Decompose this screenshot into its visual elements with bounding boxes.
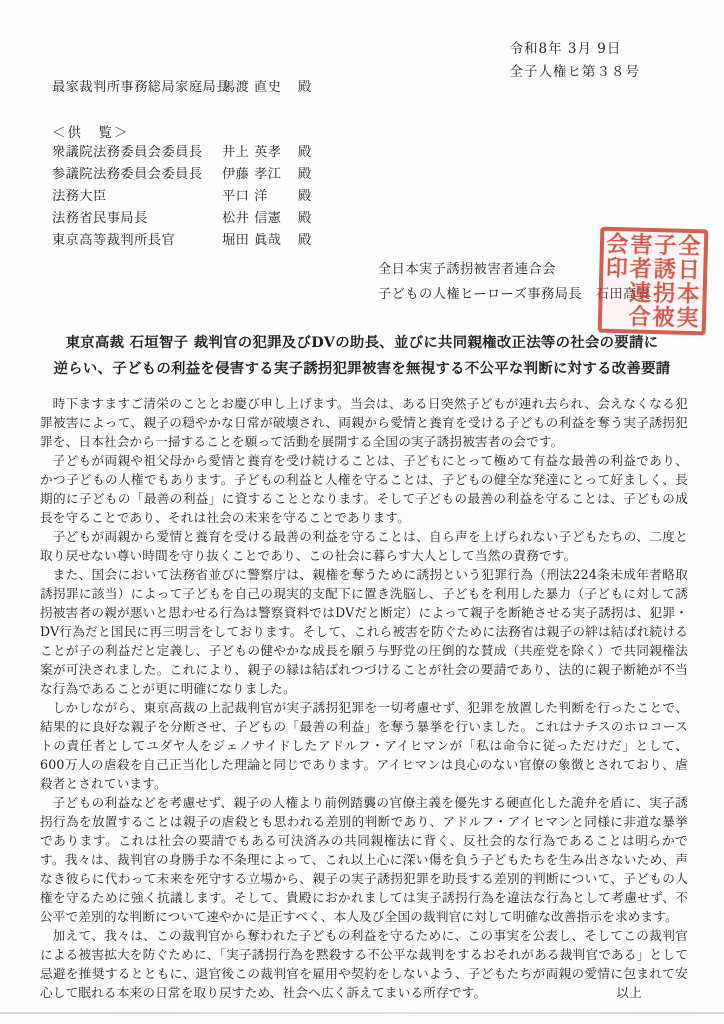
seal-glyphs: 全日本実子誘拐被害者連合会印 [602,231,702,331]
cc-name: 平口 洋 [222,189,268,204]
cc-honorific: 殿 [298,145,312,160]
cc-row [52,144,312,161]
cc-honorific: 殿 [298,211,312,226]
paragraph: 時下ますますご清栄のこととお慶び申し上げます。当会は、ある日突然子どもが連れ去られ、会えなくなる犯罪被害によって、親子の穏やかな日常が破壊され、両親から愛情と養育を受ける子どもの利益を奪う実子誘拐犯罪を、日本社会から一掃することを願って活動を展開する全国の実子誘拐被害者の会です。 [40,396,688,449]
cc-title: 衆議院法務委員会委員長 [52,145,203,160]
addressee-honorific: 殿 [298,80,312,95]
document-date: 令和8年 3月 9日 [509,41,622,57]
cc-row [52,188,312,205]
cc-title: 東京高等裁判所長官 [52,233,176,248]
date-block [510,38,641,84]
paragraph: また、国会において法務省並びに警察庁は、親権を奪うために誘拐という犯罪行為（刑法224条未成年者略取誘拐罪に該当）によって子どもを自己の現実的支配下に置き洗脳し、子どもを利用した暴力（子どもに対して誘拐被害者の親が悪いと思わせる行為は警察資料ではDVだと断定）によって親子を断絶させる実子誘拐は、犯罪・DV行為だと国民に再三明言をしております。そして、これら被害を防ぐために法務省は親子の絆は結ばれ続けることが子の利益だと定義し、子どもの健やかな成長を願う与野党の圧倒的な賛成（共産党を除く）で共同親権法案が可決されました。これにより、親子の縁は結ばれつづけることが社会の要請であり、法的に親子断絶が不当な行為であることが更に明確になりました。 [40,567,688,696]
cc-header: ＜供 覧＞ [52,125,130,141]
cc-row [52,166,312,183]
organization-seal-stamp [598,227,709,336]
cc-title: 参議院法務委員会委員長 [52,167,203,182]
paragraph: 子どもの利益などを考慮せず、親子の人権より前例踏襲の官僚主義を優先する硬直化した詭弁を盾に、実子誘拐行為を放置することは親子の虐殺とも思われる差別的判断であり、アドルフ・アイヒマンと同様に非道な暴挙であります。これは社会の要請でもある可決済みの共同親権法に背く、反社会的な行為であることは明らかです。我々は、裁判官の身勝手な不条理によって、これ以上心に深い傷を負う子どもたちを生み出さないため、声なき彼らに代わって未来を死守する立場から、親子の実子誘拐犯罪を助長する差別的判断について、子どもの人権を守るために強く抗議します。そして、貴殿におかれましては実子誘拐行為を違法な行為として考慮せず、不公平で差別的な判断について速やかに是正すべく、本人及び全国の裁判官に対して明確な改善指示を求めます。 [40,795,688,924]
paragraph: 子どもが両親から愛情と養育を受ける最善の利益を守ることは、自ら声を上げられない子どもたちの、二度と取り戻せない尊い時間を守り抜くことであり、この社会に暮らす大人として当然の責務です。 [40,529,688,563]
cc-honorific: 殿 [298,167,312,182]
sender-signer: 子どもの人権ヒーローズ事務局長 石田高貴 [378,286,651,302]
paragraph [40,926,688,1002]
document-title-line1: 東京高裁 石垣智子 裁判官の犯罪及びDVの助長、並びに共同親権改正法等の社会の要請に [65,334,659,351]
cc-title: 法務大臣 [52,189,107,204]
paragraph-text: 加えて、我々は、この裁判官から奪われた子どもの利益を守るために、この事実を公表し、そしてこの裁判官による被害拡大を防ぐために、「実子誘拐行為を黙殺する不公平な裁判をするおそれがある裁判官である」として忌避を推奨するとともに、退官後この裁判官を雇用や契約をしないよう、子どもたちが両親の愛情に包まれて安心して眠れる本来の日常を取り戻すため、社会へ広く訴えてまいる所存です。 [40,928,688,1000]
addressee-row [52,79,312,96]
letter-body [40,394,688,1002]
cc-honorific: 殿 [298,189,312,204]
document-title [30,330,694,381]
cc-row [52,210,312,227]
addressee-title: 最家裁判所事務総局家庭局長 [52,80,230,95]
cc-name: 伊藤 孝江 [222,167,282,182]
addressee-name: 馬渡 直史 [222,80,282,95]
paragraph: しかしながら、東京高裁の上記裁判官が実子誘拐犯罪を一切考慮せず、犯罪を放置した判断を行ったことで、結果的に良好な親子を分断させ、子どもの「最善の利益」を奪う暴挙を行いました。これはナチスのホロコーストの責任者としてユダヤ人をジェノサイドしたアドルフ・アイヒマンが「私は命令に従っただけだ」として、600万人の虐殺を自己正当化した理論と同じであります。アイヒマンは良心のない官僚の象徴とされており、虐殺者とされています。 [40,700,688,791]
closing-mark: 以上 [616,985,642,1000]
cc-name: 堀田 眞哉 [222,233,282,248]
cc-row [52,232,312,249]
paragraph: 子どもが両親や祖父母から愛情と養育を受け続けることは、子どもにとって極めて有益な最善の利益であり、かつ子どもの人権でもあります。子どもの利益と人権を守ることは、子どもの健全な発達にとって好ましく、長期的に子どもの「最善の利益」に資することとなります。そして子どもの最善の利益を守ることは、子どもの成長を守ることであり、それは社会の未来を守ることであります。 [40,453,688,525]
cc-title: 法務省民事局長 [52,211,148,226]
cc-name: 井上 英孝 [222,145,282,160]
document-title-line2: 逆らい、子どもの利益を侵害する実子誘拐犯罪被害を無視する不公平な判断に対する改善要請 [53,359,671,377]
scan-bottom-edge [0,1012,724,1014]
document-number: 全子人権ヒ第３８号 [509,64,640,80]
cc-name: 松井 信憲 [222,211,282,226]
sender-organization: 全日本実子誘拐被害者連合会 [378,262,556,277]
cc-honorific: 殿 [298,233,312,248]
